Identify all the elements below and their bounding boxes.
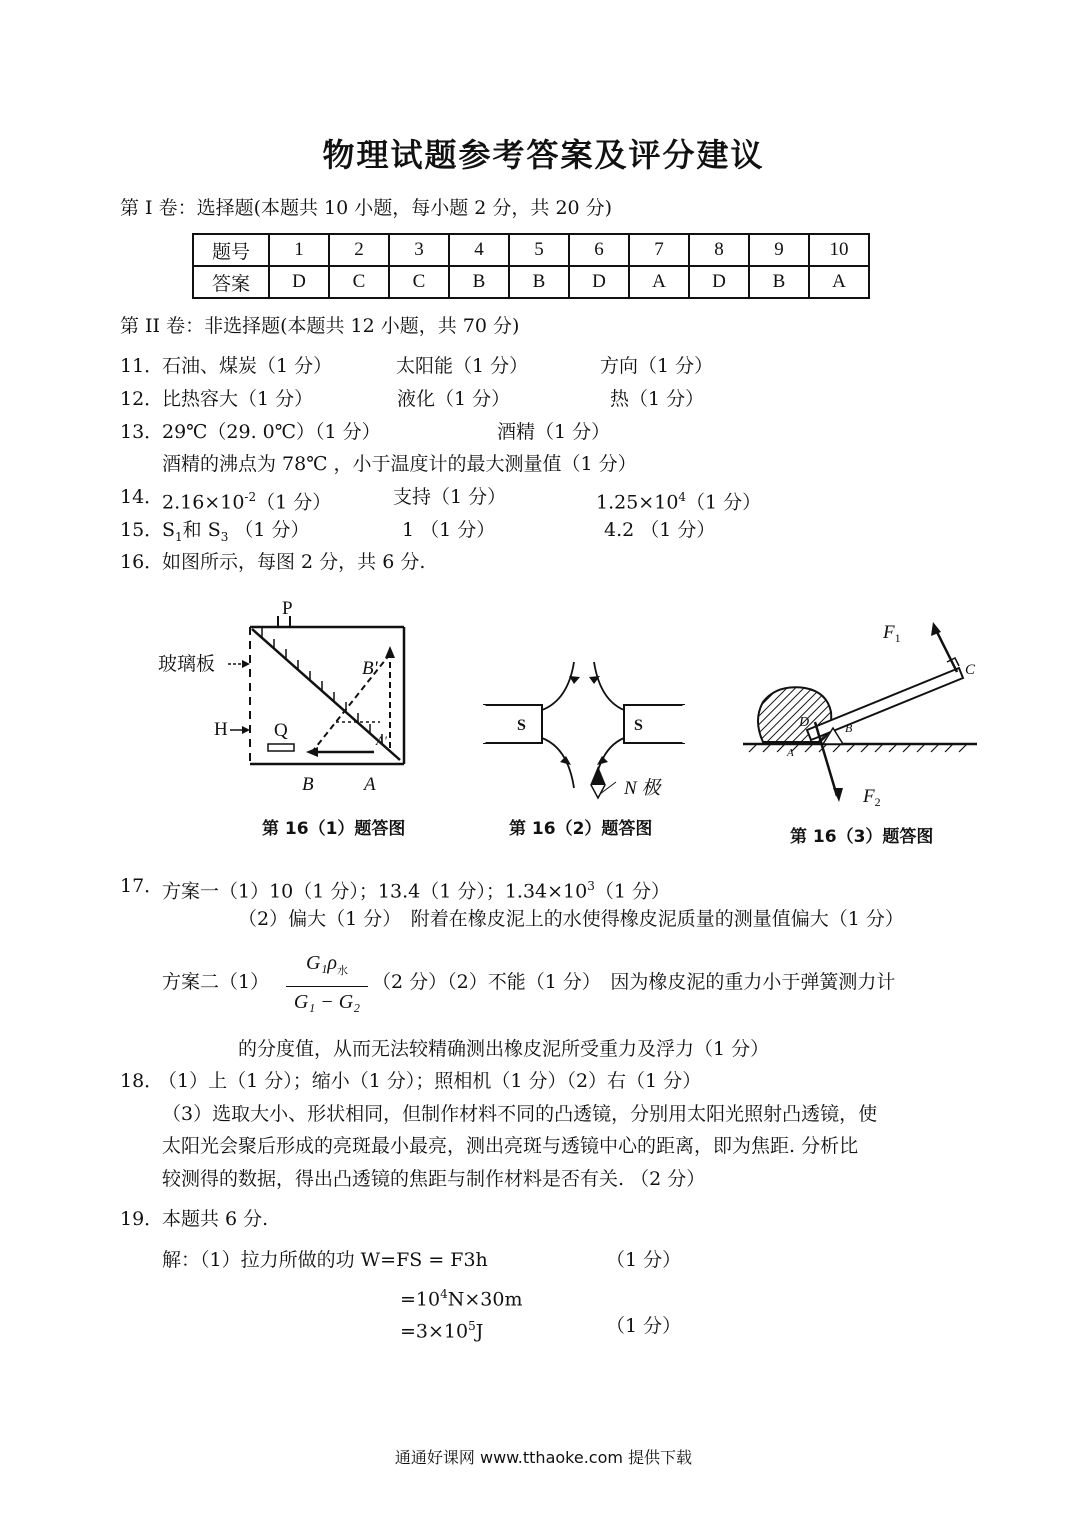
q14-a-base: 2.16×10 [162, 491, 245, 514]
fig1-label-a-prime: A' [376, 733, 387, 748]
fig1-label-b-prime: B' [362, 658, 378, 679]
q13-answer-a: 29℃（29. 0℃）（1 分） [162, 421, 381, 443]
q11-answer-b: 太阳能（1 分） [396, 355, 529, 377]
q18-line1: （1）上（1 分）；缩小（1 分）；照相机（1 分）（2）右（1 分） [158, 1070, 702, 1092]
answer-table [192, 233, 870, 299]
fig3-f1-letter: F [883, 622, 895, 643]
fraction-numerator [282, 950, 372, 984]
q15-answer-a [162, 518, 310, 549]
question-number-cell: 9 [749, 234, 809, 266]
answer-cell: A [629, 266, 689, 298]
q11-answer-a: 石油、煤炭（1 分） [162, 355, 333, 377]
answer-cell: B [749, 266, 809, 298]
q17-line4: 的分度值，从而无法较精确测出橡皮泥所受重力及浮力（1 分） [238, 1038, 770, 1060]
q17-line1-base: 方案一（1）10（1 分）；13.4（1 分）；1.34×10 [162, 880, 588, 903]
q18-number: 18． [120, 1070, 164, 1092]
q12-answer-b: 液化（1 分） [397, 388, 511, 410]
answer-cell: A [809, 266, 869, 298]
q12-number: 12． [120, 388, 164, 410]
q14-answer-c [596, 485, 761, 514]
answer-cell: B [449, 266, 509, 298]
question-number-cell: 2 [329, 234, 389, 266]
q19-sol2-exponent: 4 [440, 1287, 448, 1301]
answer-cell: D [269, 266, 329, 298]
q15-s1-sub: 1 [175, 529, 183, 544]
q15-answer-b: 1 （1 分） [402, 519, 496, 541]
q17-line1-score: （1 分） [594, 880, 671, 903]
fraction-numerator-text: G₁ρ [306, 952, 337, 974]
fig2-label-n-pole: N 极 [624, 778, 661, 799]
q18-line2: （3）选取大小、形状相同，但制作材料不同的凸透镜，分别用太阳光照射凸透镜，使 [162, 1103, 878, 1125]
q17-line3-prefix: 方案二（1） [162, 971, 270, 993]
q13-number: 13． [120, 421, 164, 443]
q15-and-s: 和 S [182, 519, 221, 541]
fig1-label-a: A [364, 774, 376, 795]
fig3-label-f1 [882, 622, 901, 645]
density-fraction [282, 950, 372, 1015]
q16-number: 16． [120, 551, 164, 573]
question-number-cell: 6 [569, 234, 629, 266]
fig1-label-h: H [214, 719, 228, 740]
fig3-label-a: A [787, 747, 794, 759]
fig3-label-d: D [799, 715, 810, 730]
q15-s1: S [162, 519, 176, 541]
fig1-caption: 第 16（1）题答图 [262, 819, 406, 839]
q19-score1: （1 分） [606, 1249, 682, 1271]
q14-c-base: 1.25×10 [596, 491, 679, 514]
q19-score3: （1 分） [606, 1315, 682, 1337]
page-footer: 通通好课网 www.tthaoke.com 提供下载 [394, 1448, 693, 1467]
q12-answer-c: 热（1 分） [610, 388, 705, 410]
q17-line1 [162, 874, 670, 903]
fig3-f2-letter: F [863, 786, 875, 807]
q13-answer-line2: 酒精的沸点为 78℃ ，小于温度计的最大测量值（1 分） [162, 453, 637, 475]
fig2-caption: 第 16（2）题答图 [509, 819, 653, 839]
fraction-denominator: G₁ − G₂ [293, 991, 361, 1013]
table-row-questions [193, 234, 869, 266]
page-title: 物理试题参考答案及评分建议 [322, 136, 765, 174]
fig2-label-s-right: S [634, 717, 643, 734]
q14-a-exponent: -2 [244, 490, 257, 504]
fig3-label-b: B [845, 721, 853, 735]
q16-text: 如图所示，每图 2 分，共 6 分. [162, 551, 426, 573]
q19-sol2-post: N×30m [447, 1288, 523, 1311]
answer-cell: D [569, 266, 629, 298]
question-number-cell: 4 [449, 234, 509, 266]
fig1-label-p: P [282, 598, 293, 619]
q18-line3: 太阳光会聚后形成的亮斑最小最亮，测出亮斑与透镜中心的距离，即为焦距. 分析比 [162, 1135, 859, 1157]
q14-number: 14． [120, 486, 164, 508]
answer-cell: B [509, 266, 569, 298]
q15-a-score: （1 分） [228, 519, 310, 541]
q19-solution-line3 [400, 1314, 483, 1343]
q14-a-score: （1 分） [256, 491, 332, 514]
fig1-label-q: Q [274, 720, 288, 741]
fig3-label-c: C [965, 662, 976, 678]
question-number-cell: 7 [629, 234, 689, 266]
fig2-label-s-left: S [517, 717, 526, 734]
q14-answer-b: 支持（1 分） [393, 486, 507, 508]
figure-16-3 [735, 612, 1000, 812]
row-label-questions: 题号 [193, 234, 269, 266]
q11-answer-c: 方向（1 分） [600, 355, 714, 377]
fig3-f1-sub: 1 [894, 631, 901, 645]
fig1-label-glass: 玻璃板 [158, 654, 216, 675]
part2-heading: 第 II 卷：非选择题(本题共 12 小题，共 70 分) [120, 315, 520, 337]
question-number-cell: 5 [509, 234, 569, 266]
q19-solution-line2 [400, 1282, 523, 1311]
q14-c-score: （1 分） [686, 491, 762, 514]
answer-cell: C [389, 266, 449, 298]
figure-16-1 [150, 592, 420, 802]
row-label-answers: 答案 [193, 266, 269, 298]
q14-answer-a [162, 485, 331, 514]
question-number-cell: 8 [689, 234, 749, 266]
fig3-caption: 第 16（3）题答图 [790, 827, 934, 847]
part1-heading: 第 I 卷：选择题(本题共 10 小题，每小题 2 分，共 20 分) [120, 197, 613, 219]
q19-sol3-pre: =3×10 [400, 1320, 469, 1343]
q19-text: 本题共 6 分. [162, 1208, 269, 1230]
q19-solution-line1: 解：（1）拉力所做的功 W=FS = F3h [162, 1249, 488, 1271]
q15-s3-sub: 3 [220, 529, 229, 544]
q18-line4: 较测得的数据，得出凸透镜的焦距与制作材料是否有关. （2 分） [162, 1168, 706, 1190]
question-number-cell: 1 [269, 234, 329, 266]
fraction-bar [286, 986, 368, 987]
q14-c-exponent: 4 [678, 490, 687, 504]
question-number-cell: 3 [389, 234, 449, 266]
q19-sol2-pre: =10 [400, 1288, 441, 1311]
q15-number: 15． [120, 519, 164, 541]
q12-answer-a: 比热容大（1 分） [162, 388, 314, 410]
table-row-answers [193, 266, 869, 298]
answer-cell: D [689, 266, 749, 298]
question-number-cell: 10 [809, 234, 869, 266]
q19-sol3-exponent: 5 [468, 1319, 476, 1333]
q17-line1-exponent: 3 [587, 879, 595, 893]
fig3-label-f2 [862, 786, 881, 809]
answer-cell: C [329, 266, 389, 298]
fraction-numerator-sub: 水 [337, 965, 348, 977]
q19-sol3-post: J [475, 1320, 484, 1343]
q17-line2: （2）偏大（1 分） 附着在橡皮泥上的水使得橡皮泥质量的测量值偏大（1 分） [238, 908, 904, 930]
fig1-label-b: B [302, 774, 314, 795]
figure-16-2 [476, 650, 691, 810]
q19-number: 19． [120, 1208, 164, 1230]
fig3-f2-sub: 2 [874, 795, 881, 809]
q17-number: 17． [120, 875, 164, 897]
q13-answer-b: 酒精（1 分） [497, 421, 611, 443]
q11-number: 11． [120, 355, 164, 377]
q15-answer-c: 4.2 （1 分） [604, 519, 716, 541]
q17-line3-suffix: （2 分）（2）不能（1 分） 因为橡皮泥的重力小于弹簧测力计 [372, 971, 896, 993]
